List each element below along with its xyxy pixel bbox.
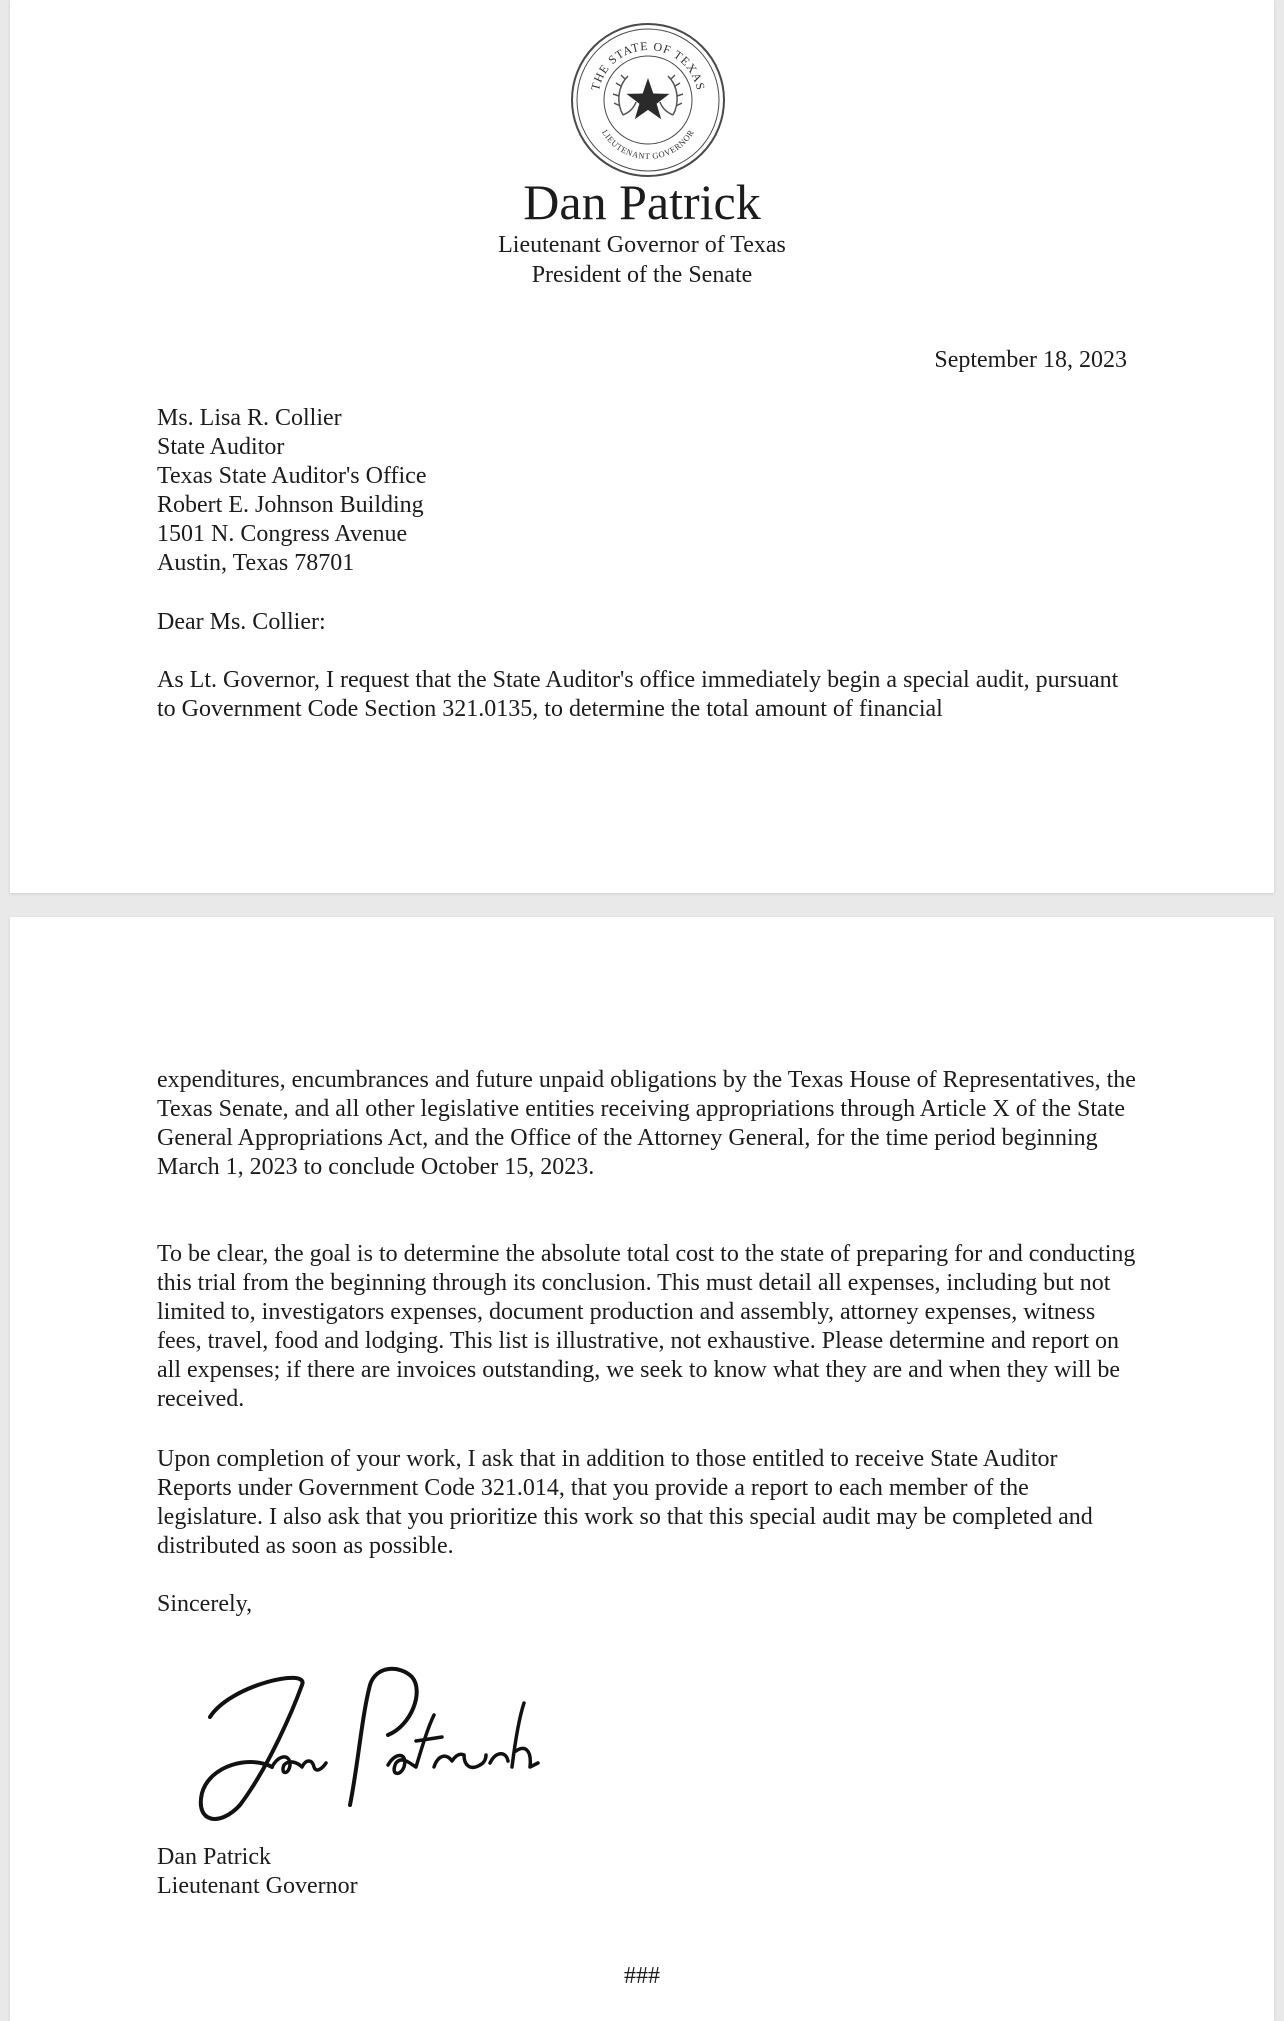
letterhead-title: Lieutenant Governor of Texas	[498, 232, 786, 258]
recipient-line: Texas State Auditor's Office	[157, 463, 427, 489]
recipient-address	[157, 404, 426, 578]
body-paragraph: To be clear, the goal is to determine the absolute total cost to the state of preparing for and conducting this trial from the beginning through its conclusion. This must detail all expenses, including but not limited to, investigators expenses, document production and assembly, attorney expenses, witness fees, travel, food and lodging. This list is illustrative, not exhaustive. Please determine and report on all expenses; if there are invoices outstanding, we seek to know what they are and when they will be received.	[157, 1241, 1136, 1412]
letter-date: September 18, 2023	[934, 347, 1127, 373]
body-paragraph: Upon completion of your work, I ask that in addition to those entitled to receive State Auditor Reports under Government Code 321.014, that you provide a report to each member of the legislature. I also ask that you prioritize this work so that this special audit may be completed and distributed as soon as possible.	[157, 1446, 1093, 1559]
body-paragraph: expenditures, encumbrances and future unpaid obligations by the Texas House of Representatives, the Texas Senate, and all other legislative entities receiving appropriations through Article X of the State General Appropriations Act, and the Office of the Attorney General, for the time period beginning March 1, 2023 to conclude October 15, 2023.	[157, 1067, 1136, 1180]
signature-image	[190, 1655, 540, 1835]
letter-page-1	[10, 0, 1274, 893]
recipient-line: Ms. Lisa R. Collier	[157, 405, 342, 431]
signer-block	[157, 1843, 358, 1901]
svg-text:THE STATE OF TEXAS: THE STATE OF TEXAS	[587, 38, 709, 93]
body-paragraph: As Lt. Governor, I request that the State Auditor's office immediately begin a special audit, pursuant to Government Code Section 321.0135, to determine the total amount of financial	[157, 667, 1119, 722]
texas-seal-icon	[568, 20, 728, 180]
recipient-line: Robert E. Johnson Building	[157, 492, 424, 518]
recipient-line: State Auditor	[157, 434, 285, 460]
signer-name: Dan Patrick	[157, 1844, 271, 1870]
signer-title: Lieutenant Governor	[157, 1873, 358, 1899]
letterhead-subtitle: President of the Senate	[531, 262, 753, 288]
closing: Sincerely,	[157, 1591, 253, 1617]
salutation: Dear Ms. Collier:	[157, 609, 326, 635]
recipient-line: Austin, Texas 78701	[157, 550, 355, 576]
end-mark: ###	[624, 1963, 660, 1989]
svg-text:LIEUTENANT GOVERNOR: LIEUTENANT GOVERNOR	[600, 127, 696, 162]
letter-page-2	[10, 917, 1274, 2021]
letterhead-name: Dan Patrick	[523, 174, 761, 230]
recipient-line: 1501 N. Congress Avenue	[157, 521, 408, 547]
